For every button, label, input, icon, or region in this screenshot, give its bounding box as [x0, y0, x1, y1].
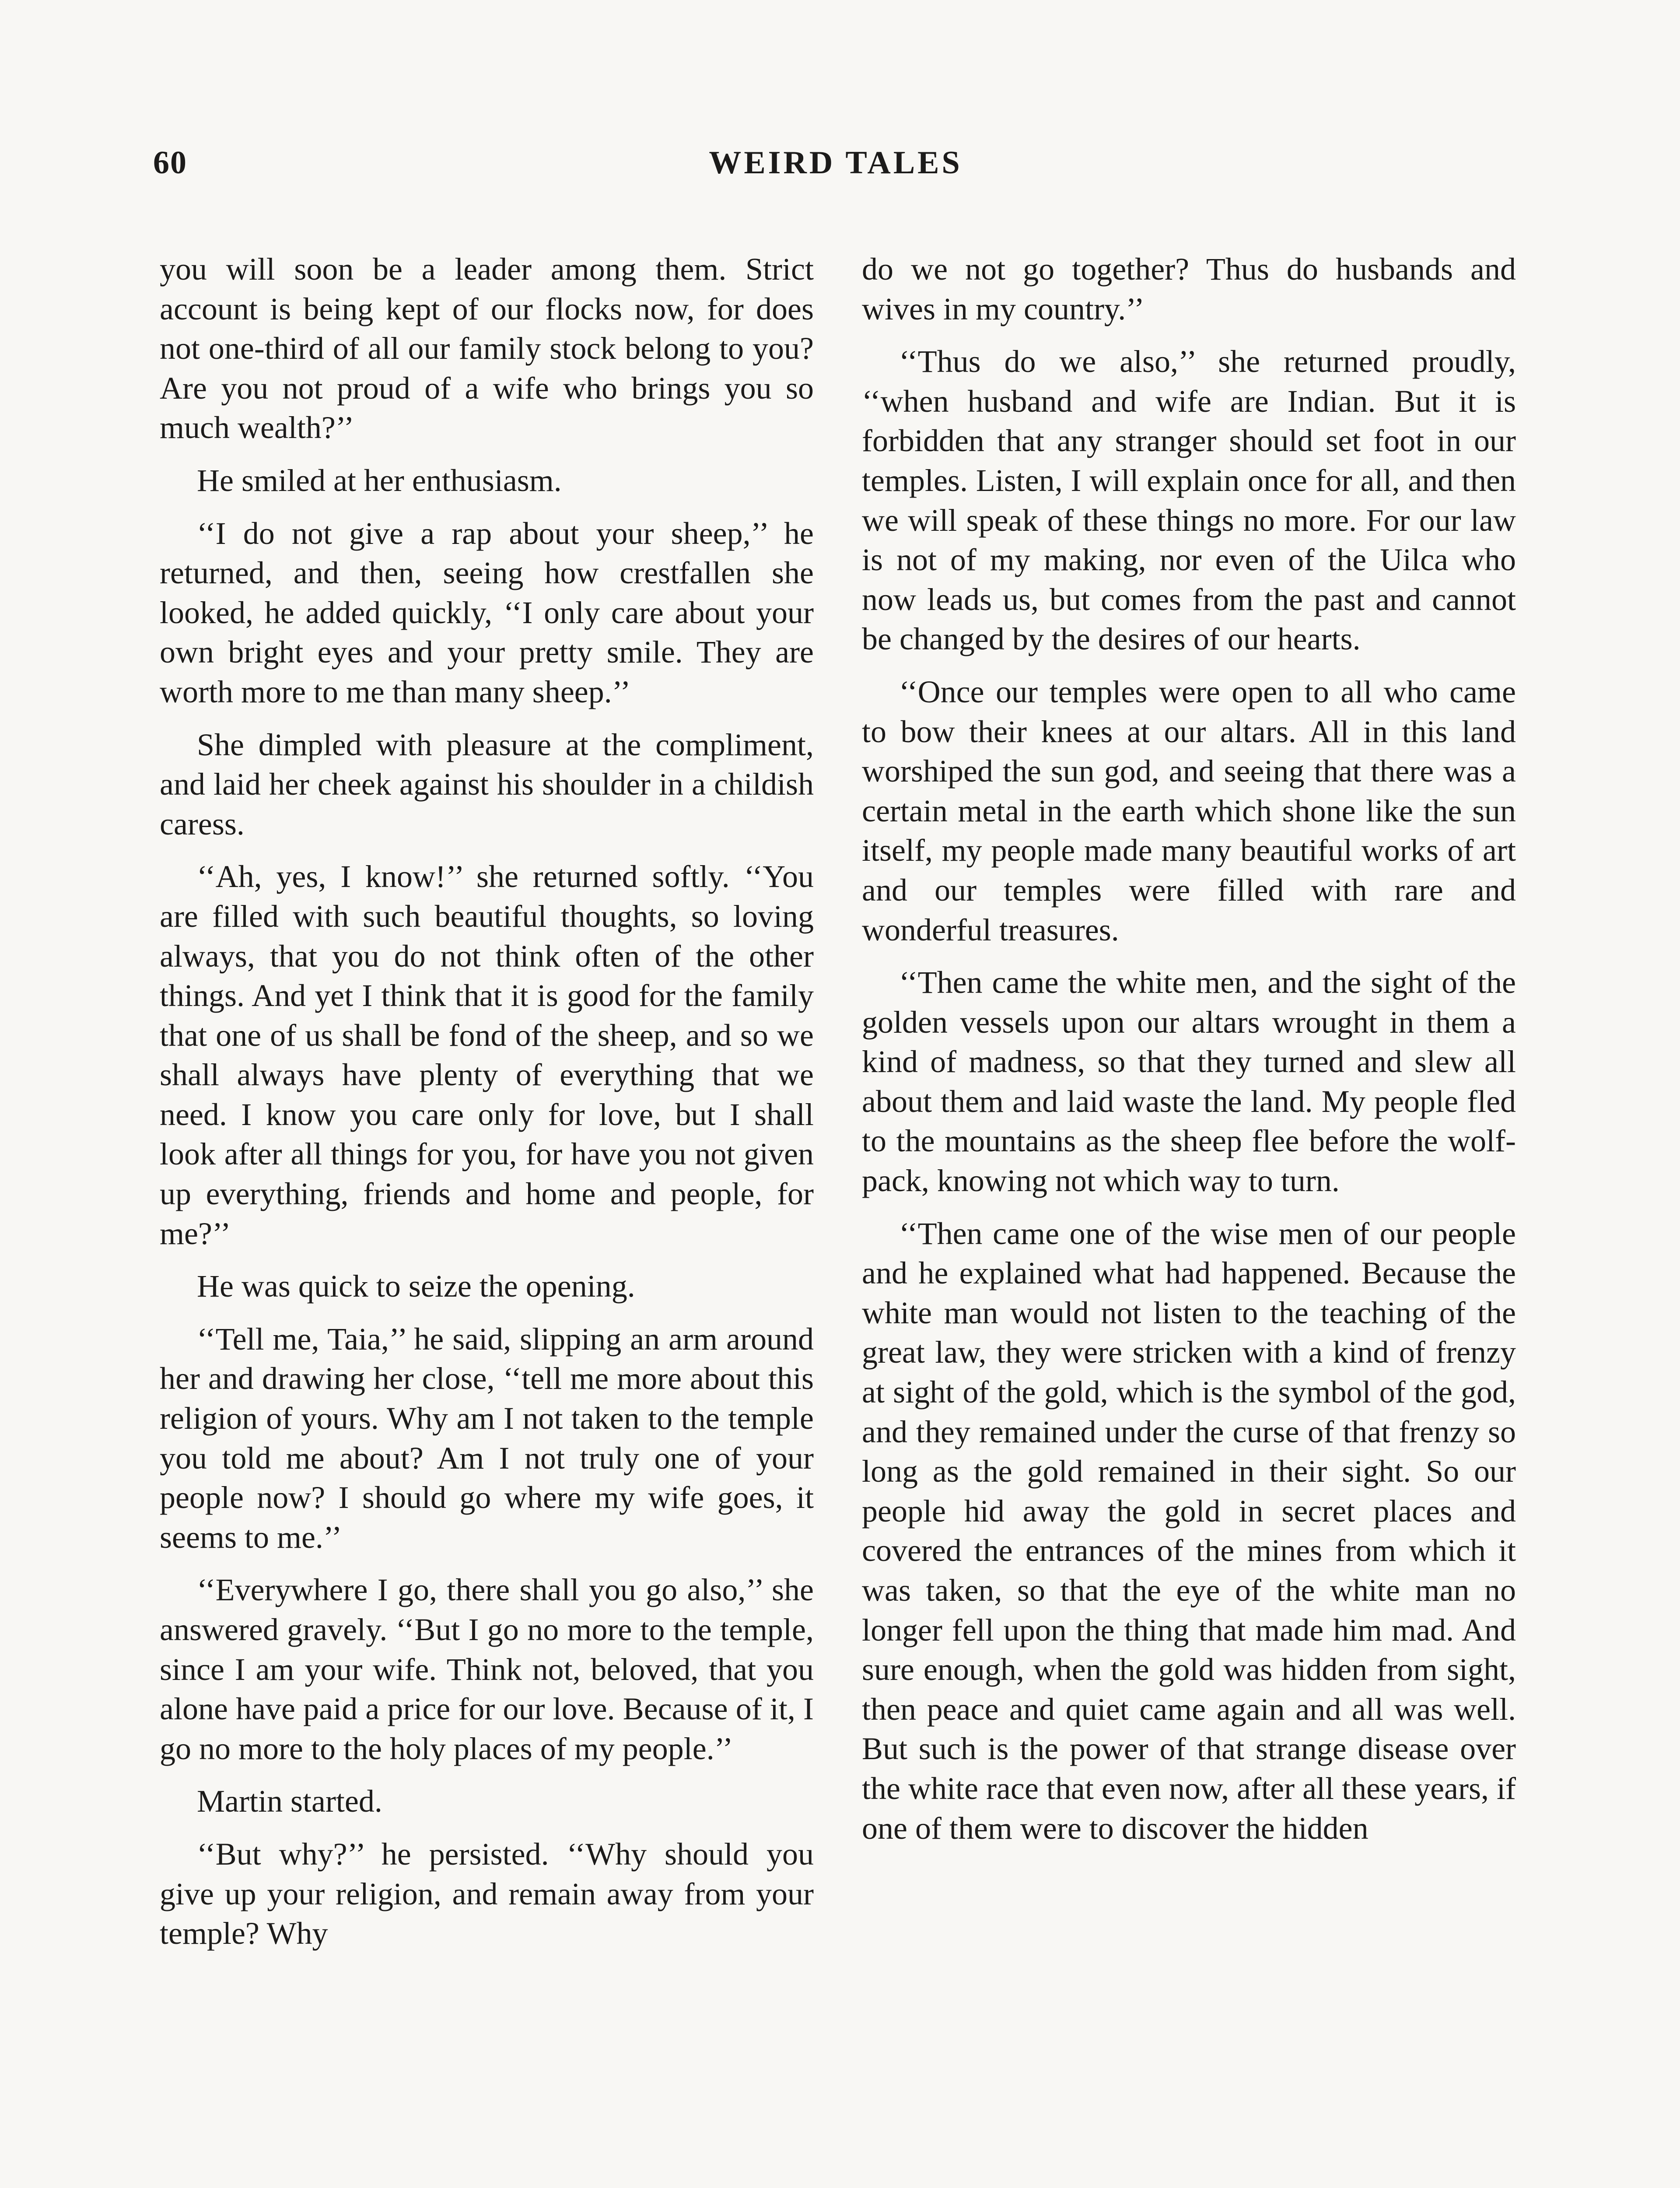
paragraph: Martin started. — [197, 1784, 382, 1819]
paragraph: He smiled at her enthusiasm. — [197, 463, 562, 498]
paragraph: do we not go together? Thus do husbands and wives in my country.’’ — [862, 252, 1516, 326]
paragraph: He was quick to seize the opening. — [197, 1269, 635, 1304]
paragraph: you will soon be a leader among them. Strict account is being kept of our flocks now, for does not one-third of all our family stock belong to you? Are you not proud of a wife who brings you so much wealth?’’ — [160, 252, 814, 445]
paragraph: ‘‘Once our temples were open to all who came to bow their knees at our altars. All in this land worshiped the sun god, and seeing that there was a certain metal in the earth which shone like the sun itself, my people made many beautiful works of art and our temples were filled with rare and wonderful treasures. — [862, 674, 1516, 947]
page-header — [153, 144, 1518, 197]
paragraph: She dimpled with pleasure at the compliment, and laid her cheek against his shoulder in a childish caress. — [160, 727, 814, 842]
paragraph: ‘‘Tell me, Taia,’’ he said, slipping an arm around her and drawing her close, ‘‘tell me more about this religion of yours. Why am I not taken to the temple you told me about? Am I not truly one of your people now? I should go where my wife goes, it seems to me.’’ — [160, 1321, 814, 1555]
paragraph: ‘‘Thus do we also,’’ she returned proudly, ‘‘when husband and wife are Indian. But it is forbidden that any stranger should set foot in our temples. Listen, I will explain once for all, and then we will speak of these things no more. For our law is not of my making, nor even of the Uilca who now leads us, but comes from the past and cannot be changed by the desires of our hearts. — [862, 344, 1516, 657]
paragraph: ‘‘Ah, yes, I know!’’ she returned softly. ‘‘You are filled with such beautiful thoughts, so loving always, that you do not think often of the other things. And yet I think that it is good for the family that one of us shall be fond of the sheep, and so we shall always have plenty of everything that we need. I know you care only for love, but I shall look after all things for you, for have you not given up everything, friends and home and people, for me?’’ — [160, 859, 814, 1251]
page-number: 60 — [153, 145, 187, 181]
paragraph: ‘‘Everywhere I go, there shall you go also,’’ she answered gravely. ‘‘But I go no more to the temple, since I am your wife. Think not, beloved, that you alone have paid a price for our love. Because of it, I go no more to the holy places of my people.’’ — [160, 1572, 814, 1766]
paragraph: ‘‘But why?’’ he persisted. ‘‘Why should you give up your religion, and remain away from your temple? Why — [160, 1836, 814, 1951]
right-column — [862, 249, 1516, 1861]
left-column — [160, 249, 814, 1967]
running-head: WEIRD TALES — [709, 145, 962, 181]
paragraph: ‘‘Then came the white men, and the sight of the golden vessels upon our altars wrought in them a kind of madness, so that they turned and slew all about them and laid waste the land. My people fled to the mountains as the sheep flee before the wolf-pack, knowing not which way to turn. — [862, 965, 1516, 1199]
paragraph: ‘‘Then came one of the wise men of our people and he explained what had happened. Because the white man would not listen to the teaching of the great law, they were stricken with a kind of frenzy at sight of the gold, which is the symbol of the god, and they remained under the curse of that frenzy so long as the gold remained in their sight. So our people hid away the gold in secret places and covered the entrances of the mines from which it was taken, so that the eye of the white man no longer fell upon the thing that made him mad. And sure enough, when the gold was hidden from sight, then peace and quiet came again and all was well. But such is the power of that strange disease over the white race that even now, after all these years, if one of them were to discover the hidden — [862, 1216, 1516, 1846]
paragraph: ‘‘I do not give a rap about your sheep,’’ he returned, and then, seeing how crestfallen she looked, he added quickly, ‘‘I only care about your own bright eyes and your pretty smile. They are worth more to me than many sheep.’’ — [160, 515, 814, 709]
